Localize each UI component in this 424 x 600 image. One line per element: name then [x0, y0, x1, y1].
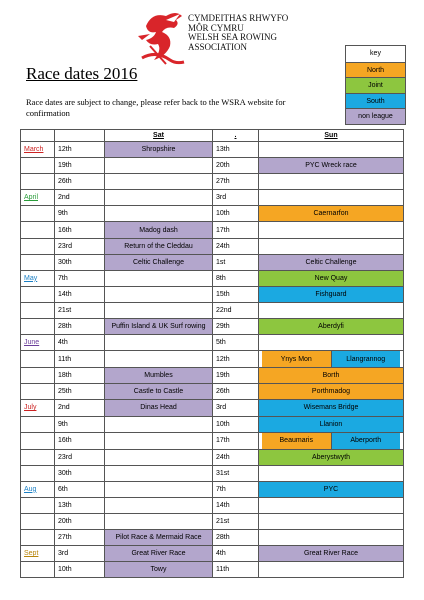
table-row [21, 158, 404, 174]
sat-date-cell: 30th [55, 465, 105, 481]
sat-event-cell [105, 302, 213, 318]
sun-event-cell: New Quay [259, 270, 404, 286]
month-cell [21, 530, 55, 546]
sun-event-cell [259, 335, 404, 351]
sat-date-cell: 26th [55, 174, 105, 190]
sat-date-cell: 18th [55, 368, 105, 384]
sun-event-cell [259, 465, 404, 481]
sun-event-cell: Aberystwyth [259, 449, 404, 465]
org-line-1: CYMDEITHAS RHWYFO [188, 13, 289, 23]
table-row [21, 206, 404, 222]
month-cell [21, 238, 55, 254]
sat-event-cell [105, 497, 213, 513]
sat-date-cell: 27th [55, 530, 105, 546]
header-month [21, 130, 55, 142]
month-cell [21, 368, 55, 384]
sat-date-cell: 7th [55, 270, 105, 286]
key-item-non_league: non league [346, 108, 405, 124]
sat-date-cell: 6th [55, 481, 105, 497]
sun-event-cell: Celtic Challenge [259, 254, 404, 270]
sat-event-cell [105, 432, 213, 449]
sun-event-cell: Llanion [259, 416, 404, 432]
sun-event-cell [259, 142, 404, 158]
sun-date-cell: 31st [213, 465, 259, 481]
month-cell: March [21, 142, 55, 158]
sun-date-cell: 20th [213, 158, 259, 174]
sat-event-cell [105, 416, 213, 432]
sun-date-cell: 17th [213, 432, 259, 449]
sat-event-cell [105, 513, 213, 529]
sun-event-cell: Wisemans Bridge [259, 400, 404, 416]
sat-event-cell [105, 158, 213, 174]
sat-date-cell: 10th [55, 562, 105, 578]
sat-date-cell: 21st [55, 302, 105, 318]
sat-date-cell: 9th [55, 416, 105, 432]
table-row [21, 190, 404, 206]
sun-date-cell: 29th [213, 319, 259, 335]
month-cell: April [21, 190, 55, 206]
table-row [21, 562, 404, 578]
table-row [21, 319, 404, 335]
table-row [21, 302, 404, 318]
sun-event-cell [259, 222, 404, 238]
sun-date-cell: 14th [213, 497, 259, 513]
sun-event-part: Llangrannog [331, 351, 401, 367]
sun-date-cell: 8th [213, 270, 259, 286]
sun-date-cell: 27th [213, 174, 259, 190]
sun-event-cell [259, 513, 404, 529]
sat-event-cell: Dinas Head [105, 400, 213, 416]
sun-event-cell [259, 190, 404, 206]
sun-date-cell: 21st [213, 513, 259, 529]
table-row [21, 270, 404, 286]
table-row [21, 254, 404, 270]
table-row [21, 546, 404, 562]
sun-date-cell: 17th [213, 222, 259, 238]
sat-event-cell: Pilot Race & Mermaid Race [105, 530, 213, 546]
sat-event-cell [105, 449, 213, 465]
sun-event-cell: Porthmadog [259, 384, 404, 400]
sun-date-cell: 15th [213, 286, 259, 302]
sun-event-cell [259, 302, 404, 318]
month-cell [21, 562, 55, 578]
sun-event-cell: Caernarfon [259, 206, 404, 222]
month-cell: May [21, 270, 55, 286]
table-row [21, 530, 404, 546]
sat-date-cell: 16th [55, 432, 105, 449]
month-cell [21, 158, 55, 174]
sun-event-cell: Borth [259, 368, 404, 384]
key-item-joint: Joint [346, 77, 405, 93]
sat-event-cell [105, 286, 213, 302]
sat-event-cell [105, 270, 213, 286]
sat-date-cell: 23rd [55, 238, 105, 254]
sat-date-cell: 9th [55, 206, 105, 222]
sat-date-cell: 30th [55, 254, 105, 270]
month-cell [21, 286, 55, 302]
sat-event-cell [105, 465, 213, 481]
sun-event-cell [259, 174, 404, 190]
month-cell [21, 449, 55, 465]
key-item-south: South [346, 93, 405, 109]
page-title: Race dates 2016 [26, 64, 138, 83]
disclaimer-note: Race dates are subject to change, please refer back to the WSRA website for confirmation [26, 97, 286, 118]
month-cell [21, 319, 55, 335]
sun-date-cell: 24th [213, 238, 259, 254]
month-cell: Sept [21, 546, 55, 562]
sat-event-cell [105, 174, 213, 190]
sun-date-cell: 24th [213, 449, 259, 465]
key-item-heading: key [370, 50, 381, 57]
month-cell [21, 416, 55, 432]
sat-date-cell: 20th [55, 513, 105, 529]
table-row [21, 465, 404, 481]
sun-event-cell: PYC Wreck race [259, 158, 404, 174]
table-row [21, 174, 404, 190]
sat-event-cell: Madog dash [105, 222, 213, 238]
sun-date-cell: 3rd [213, 400, 259, 416]
month-cell [21, 302, 55, 318]
sun-date-cell: 5th [213, 335, 259, 351]
sun-date-cell: 19th [213, 368, 259, 384]
sun-date-cell: 12th [213, 351, 259, 368]
organisation-name [188, 14, 288, 52]
sun-date-cell: 10th [213, 206, 259, 222]
month-cell [21, 206, 55, 222]
sun-event-part: Beaumaris [262, 433, 331, 449]
header-sat: Sat [105, 130, 213, 142]
sun-event-cell [259, 432, 404, 449]
sat-date-cell: 2nd [55, 400, 105, 416]
sun-date-cell: 7th [213, 481, 259, 497]
sat-date-cell: 16th [55, 222, 105, 238]
header-sun: Sun [259, 130, 404, 142]
table-row [21, 238, 404, 254]
sun-event-cell [259, 530, 404, 546]
table-row [21, 368, 404, 384]
sun-event-cell: Fishguard [259, 286, 404, 302]
sun-date-cell: 13th [213, 142, 259, 158]
sun-event-cell: Great River Race [259, 546, 404, 562]
sun-event-cell [259, 497, 404, 513]
sun-date-cell: 3rd [213, 190, 259, 206]
sat-date-cell: 4th [55, 335, 105, 351]
sat-event-cell [105, 351, 213, 368]
month-cell: June [21, 335, 55, 351]
sat-event-cell: Return of the Cleddau [105, 238, 213, 254]
sat-event-cell [105, 335, 213, 351]
sat-event-cell: Puffin Island & UK Surf rowing [105, 319, 213, 335]
sat-date-cell: 3rd [55, 546, 105, 562]
wsra-logo-icon [136, 6, 192, 68]
table-row [21, 384, 404, 400]
sun-event-cell [259, 238, 404, 254]
sun-date-cell: 10th [213, 416, 259, 432]
table-row [21, 400, 404, 416]
table-row [21, 416, 404, 432]
org-line-3: WELSH SEA ROWING [188, 32, 277, 42]
sat-event-cell: Towy [105, 562, 213, 578]
sun-event-part: Aberporth [331, 433, 401, 449]
sat-event-cell [105, 190, 213, 206]
month-cell [21, 432, 55, 449]
table-row [21, 513, 404, 529]
sat-event-cell: Shropshire [105, 142, 213, 158]
month-cell [21, 465, 55, 481]
sat-event-cell [105, 481, 213, 497]
sun-date-cell: 22nd [213, 302, 259, 318]
sun-date-cell: 11th [213, 562, 259, 578]
month-cell [21, 174, 55, 190]
table-row [21, 142, 404, 158]
sun-event-cell [259, 562, 404, 578]
sat-date-cell: 12th [55, 142, 105, 158]
month-cell: Aug [21, 481, 55, 497]
table-row [21, 286, 404, 302]
sun-event-cell [259, 351, 404, 368]
sat-date-cell: 14th [55, 286, 105, 302]
sun-event-cell: PYC [259, 481, 404, 497]
sat-event-cell: Great River Race [105, 546, 213, 562]
month-cell: July [21, 400, 55, 416]
key-item-north: North [346, 62, 405, 78]
sun-event-part: Ynys Mon [262, 351, 331, 367]
sun-date-cell: 4th [213, 546, 259, 562]
sat-date-cell: 23rd [55, 449, 105, 465]
sat-event-cell [105, 206, 213, 222]
sun-event-cell: Aberdyfi [259, 319, 404, 335]
month-cell [21, 384, 55, 400]
table-row [21, 222, 404, 238]
month-cell [21, 513, 55, 529]
table-row [21, 481, 404, 497]
sun-date-cell: 1st [213, 254, 259, 270]
table-row [21, 449, 404, 465]
table-row [21, 351, 404, 368]
sat-date-cell: 25th [55, 384, 105, 400]
header-sat-date [55, 130, 105, 142]
sat-event-cell: Mumbles [105, 368, 213, 384]
table-row [21, 497, 404, 513]
sat-event-cell: Celtic Challenge [105, 254, 213, 270]
colour-key [345, 45, 406, 125]
sat-date-cell: 13th [55, 497, 105, 513]
table-header-row [21, 130, 404, 142]
sat-date-cell: 28th [55, 319, 105, 335]
sat-event-cell: Castle to Castle [105, 384, 213, 400]
sun-date-cell: 28th [213, 530, 259, 546]
sat-date-cell: 19th [55, 158, 105, 174]
org-line-4: ASSOCIATION [188, 41, 248, 52]
month-cell [21, 222, 55, 238]
month-cell [21, 254, 55, 270]
month-cell [21, 351, 55, 368]
header-sun-date: . [213, 130, 259, 142]
race-dates-table [20, 129, 404, 578]
sun-date-cell: 26th [213, 384, 259, 400]
org-line-2: MÔR CYMRU [188, 22, 244, 33]
month-cell [21, 497, 55, 513]
sat-date-cell: 11th [55, 351, 105, 368]
table-row [21, 432, 404, 449]
table-row [21, 335, 404, 351]
sat-date-cell: 2nd [55, 190, 105, 206]
